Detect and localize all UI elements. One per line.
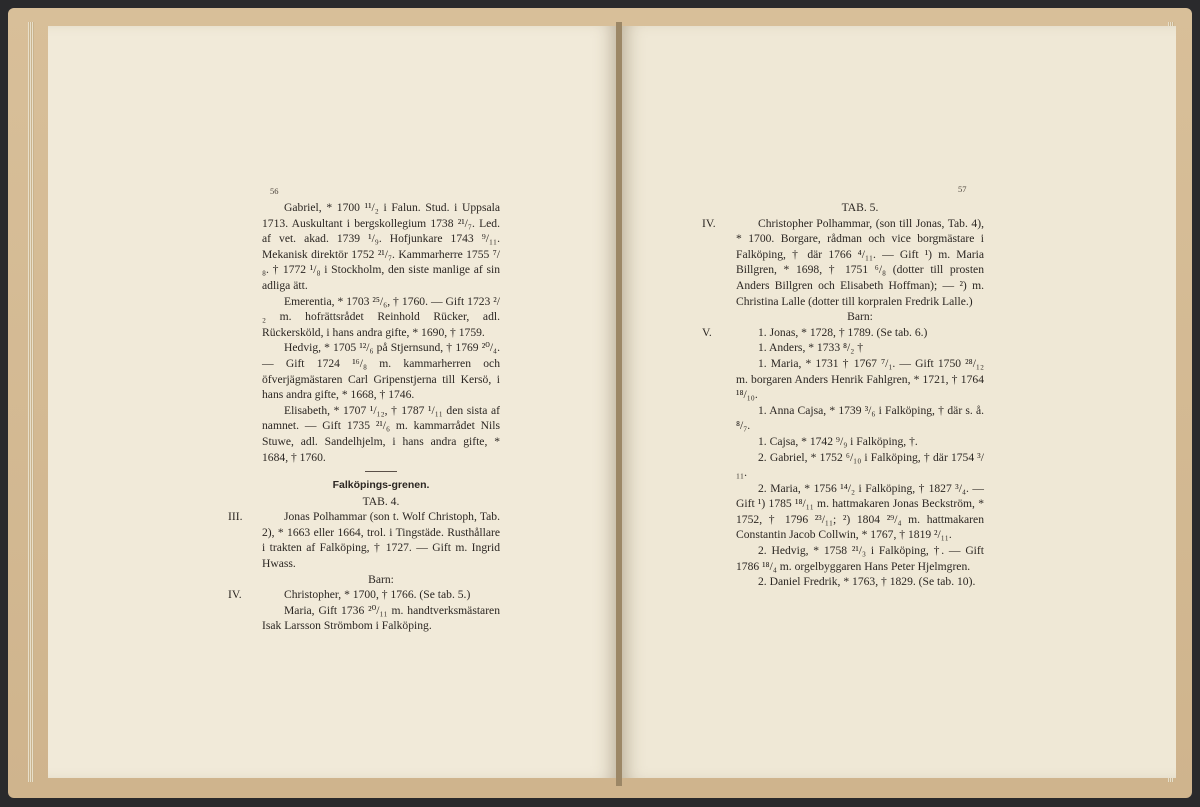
page-number-right: 57 [958,184,967,194]
paragraph-emerentia: Emerentia, * 1703 ²⁵/₆, † 1760. — Gift 1723 ²/₂ m. hofrättsrådet Reinhold Rücker, adl. Rückersköld, i hans andra gifte, * 1690, † 1759. [262,294,500,339]
paragraph-elisabeth: Elisabeth, * 1707 ¹/₁₂, † 1787 ¹/₁₁ den sista af namnet. — Gift 1735 ²¹/₆ m. kammarrådet Nils Stuwe, adl. Sandelhjelm, i hans andra gifte, * 1684, † 1760. [262,403,500,464]
right-text-column [702,200,984,590]
child-entry: 1. Maria, * 1731 † 1767 ⁷/₁. — Gift 1750 ²⁸/₁₂ m. borgaren Anders Henrik Fahlgren, * 1721, † 1764 ¹⁸/₁₀. [736,356,984,402]
barn-label: Barn: [368,572,394,586]
page-number-left: 56 [270,186,279,196]
paragraph-hedvig: Hedvig, * 1705 ¹²/₆ på Stjernsund, † 1769 ²⁰/₄. — Gift 1724 ¹⁶/₈ m. kammarherren och öfverjägmästaren Carl Gripenstjerna till Kersö, i hans andra gifte, * 1668, † 1746. [262,341,500,402]
tab-heading-right: TAB. 5. [841,201,879,214]
book-spread [8,8,1192,798]
entry-iv [228,587,500,603]
child-entry: 1. Cajsa, * 1742 ⁹/₉ i Falköping, †. [758,434,918,448]
left-page [48,26,616,778]
entry-text: Maria, Gift 1736 ²⁰/₁₁ m. handtverksmästaren Isak Larsson Strömbom i Falköping. [262,603,500,633]
entry-v [702,325,984,341]
barn-label: Barn: [847,310,873,324]
child-entry: 2. Gabriel, * 1752 ⁶/₁₀ i Falköping, † där 1754 ³/₁₁. [736,450,984,480]
tab-heading-left: TAB. 4. [362,494,400,508]
roman-numeral: III. [228,510,243,524]
right-page [622,26,1176,778]
roman-numeral: IV. [702,216,716,230]
child-entry: 1. Anna Cajsa, * 1739 ³/₆ i Falköping, † där s. å. ⁸/₇. [736,403,984,433]
page-stack-edge-left [28,22,34,782]
child-entry: 1. Jonas, * 1728, † 1789. (Se tab. 6.) [758,325,928,339]
entry-text: Jonas Polhammar (son t. Wolf Christoph, Tab. 2), * 1663 eller 1664, trol. i Tingstäde. Rusthållare i trakten af Falköping, † 1727. — Gift m. Ingrid Hwass. [262,510,500,571]
divider-rule [365,471,397,472]
entry-iv [702,216,984,310]
roman-numeral: IV. [228,588,242,602]
child-entry: 2. Daniel Fredrik, * 1763, † 1829. (Se tab. 10). [758,575,976,589]
child-entry: 2. Hedvig, * 1758 ²¹/₃ i Falköping, †. — Gift 1786 ¹⁸/₄ m. orgelbyggaren Hans Peter Hjelmgren. [736,544,984,573]
child-entry: 2. Maria, * 1756 ¹⁴/₂ i Falköping, † 1827 ³/₄. — Gift ¹) 1785 ¹⁸/₁₁ m. hattmakaren Jonas Beckström, * 1752, † 1796 ²³/₁₁; ²) 1804 ²⁹/₄ m. hattmakaren Constantin Jacob Collwin, * 1767, † 1819 ²/₁₁. [736,481,984,542]
entry-text: Christopher, * 1700, † 1766. (Se tab. 5.) [284,588,471,602]
entry-iii [228,509,500,571]
child-entry: 1. Anders, * 1733 ⁸/₂ † [758,341,864,355]
paragraph-gabriel: Gabriel, * 1700 ¹¹/₂ i Falun. Stud. i Uppsala 1713. Auskultant i bergskollegium 1738 ²¹/₇. Led. af vet. akad. 1739 ¹/₉. Hofjunkare 1743 ⁹/₁₁. Mekanisk direktör 1752 ²¹/₇. Kammarherre 1755 ⁷/₈. † 1772 ¹/₈ i Stockholm, den siste manlige af sin adliga ätt. [262,201,500,292]
entry-text: Christopher Polhammar, (son till Jonas, Tab. 4), * 1700. Borgare, rådman och vice borgmästare i Falköping, † där 1766 ⁴/₁₁. — Gift ¹) m. Maria Billgren, * 1698, † 1751 ⁶/₈ (dotter till prosten Anders Billgren och Elisabeth Hoffman); — ²) m. Christina Lalle (dotter till korpralen Fredrik Lalle.) [736,216,984,308]
roman-numeral: V. [702,325,712,339]
section-title: Falköpings-grenen. [332,479,430,492]
left-text-column [228,200,500,634]
